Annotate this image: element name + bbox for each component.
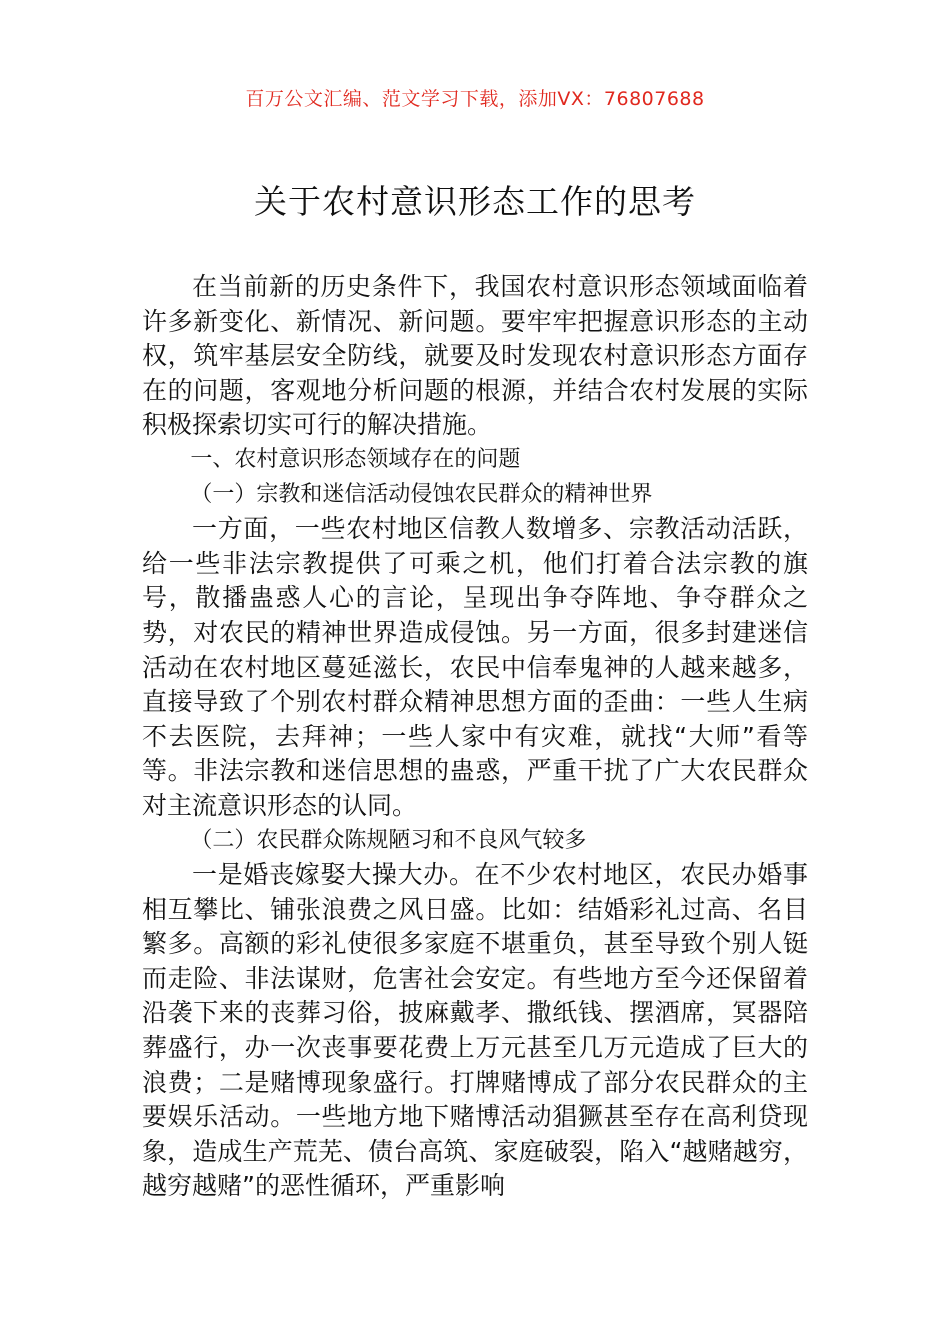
document-body [142,270,808,1204]
subsection-2-paragraph: 一是婚丧嫁娶大操大办。在不少农村地区，农民办婚事相互攀比、铺张浪费之风日盛。比如：结婚彩礼过高、名目繁多。高额的彩礼使很多家庭不堪重负，甚至导致个别人铤而走险、非法谋财，危害社会安定。有些地方至今还保留着沿袭下来的丧葬习俗，披麻戴孝、撒纸钱、摆酒席，冥器陪葬盛行，办一次丧事要花费上万元甚至几万元造成了巨大的浪费；二是赌博现象盛行。打牌赌博成了部分农民群众的主要娱乐活动。一些地方地下赌博活动猖獗甚至存在高利贷现象，造成生产荒芜、债台高筑、家庭破裂，陷入“越赌越穷，越穷越赌”的恶性循环，严重影响 [142,860,808,1201]
section-heading-1: 一、农村意识形态领域存在的问题 [190,446,521,472]
header-watermark-note: 百万公文汇编、范文学习下载，添加VX：76807688 [245,88,705,110]
subsection-1-paragraph: 一方面，一些农村地区信教人数增多、宗教活动活跃，给一些非法宗教提供了可乘之机，他们打着合法宗教的旗号，散播蛊惑人心的言论，呈现出争夺阵地、争夺群众之势，对农民的精神世界造成侵蚀。另一方面，很多封建迷信活动在农村地区蔓延滋长，农民中信奉鬼神的人越来越多，直接导致了个别农村群众精神思想方面的歪曲：一些人生病不去医院，去拜神；一些人家中有灾难，就找“大师”看等等。非法宗教和迷信思想的蛊惑，严重干扰了广大农民群众对主流意识形态的认同。 [142,514,808,820]
intro-paragraph: 在当前新的历史条件下，我国农村意识形态领域面临着许多新变化、新情况、新问题。要牢牢把握意识形态的主动权，筑牢基层安全防线，就要及时发现农村意识形态方面存在的问题，客观地分析问题的根源，并结合农村发展的实际积极探索切实可行的解决措施。 [142,272,808,440]
document-title: 关于农村意识形态工作的思考 [254,182,696,221]
subsection-heading-1: （一）宗教和迷信活动侵蚀农民群众的精神世界 [190,481,653,507]
subsection-heading-2: （二）农民群众陈规陋习和不良风气较多 [190,827,587,853]
